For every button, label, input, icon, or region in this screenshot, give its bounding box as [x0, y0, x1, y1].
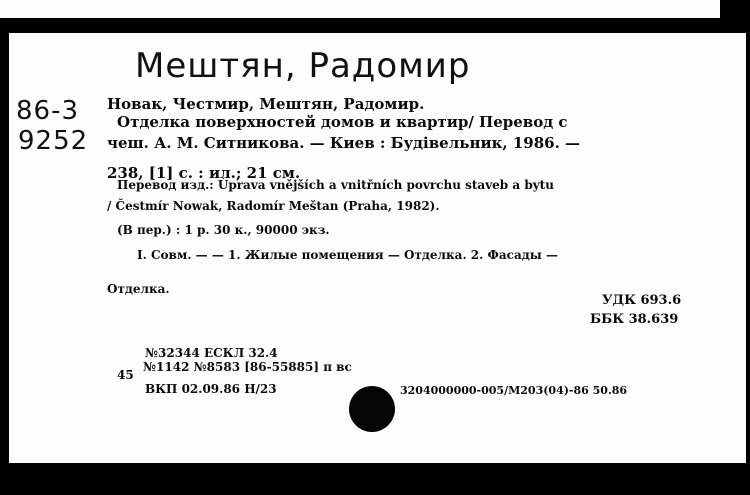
- stamp-line-3: ВКП 02.09.86 Н/23: [145, 382, 277, 396]
- stamp-line-2: №1142 №8583 [86-55885] п вс: [143, 360, 352, 374]
- record-line-authors: Новак, Честмир, Мештян, Радомир.: [107, 95, 425, 113]
- stamp-line-1: №32344 ЕСКЛ 32.4: [145, 346, 278, 360]
- record-line-pages: 238, [1] с. : ил.; 21 см.: [107, 164, 301, 182]
- record-line-price: (В пер.) : 1 р. 30 к., 90000 экз.: [117, 223, 330, 237]
- record-line-original-title: Перевод изд.: Úprava vnějších a vnitřních povrchu staveb a bytu: [117, 178, 554, 192]
- record-line-publisher: чеш. А. М. Ситникова. — Киев : Будівельник, 1986. —: [107, 134, 581, 152]
- punch-hole: [349, 386, 395, 432]
- record-line-subjects: I. Совм. — — 1. Жилые помещения — Отделка. 2. Фасады —: [137, 248, 558, 262]
- record-line-subjects-cont: Отделка.: [107, 282, 170, 296]
- record-line-original-authors: / Čestmír Nowak, Radomír Meštan (Praha, 1982).: [107, 199, 440, 213]
- handwritten-code-top: 86-3: [16, 96, 80, 126]
- udk-code: УДК 693.6: [602, 293, 682, 308]
- stamp-line-2-prefix: 45: [117, 368, 134, 382]
- handwritten-title: Мештян, Радомир: [135, 46, 471, 86]
- record-line-title: Отделка поверхностей домов и квартир/ Перевод с: [117, 113, 568, 131]
- stamp-line-4: 3204000000-005/М203(04)-86 50.86: [400, 384, 628, 397]
- bbk-code: ББК 38.639: [590, 312, 679, 327]
- handwritten-code-bottom: 9252: [18, 126, 89, 156]
- card-top-edge: [0, 0, 720, 18]
